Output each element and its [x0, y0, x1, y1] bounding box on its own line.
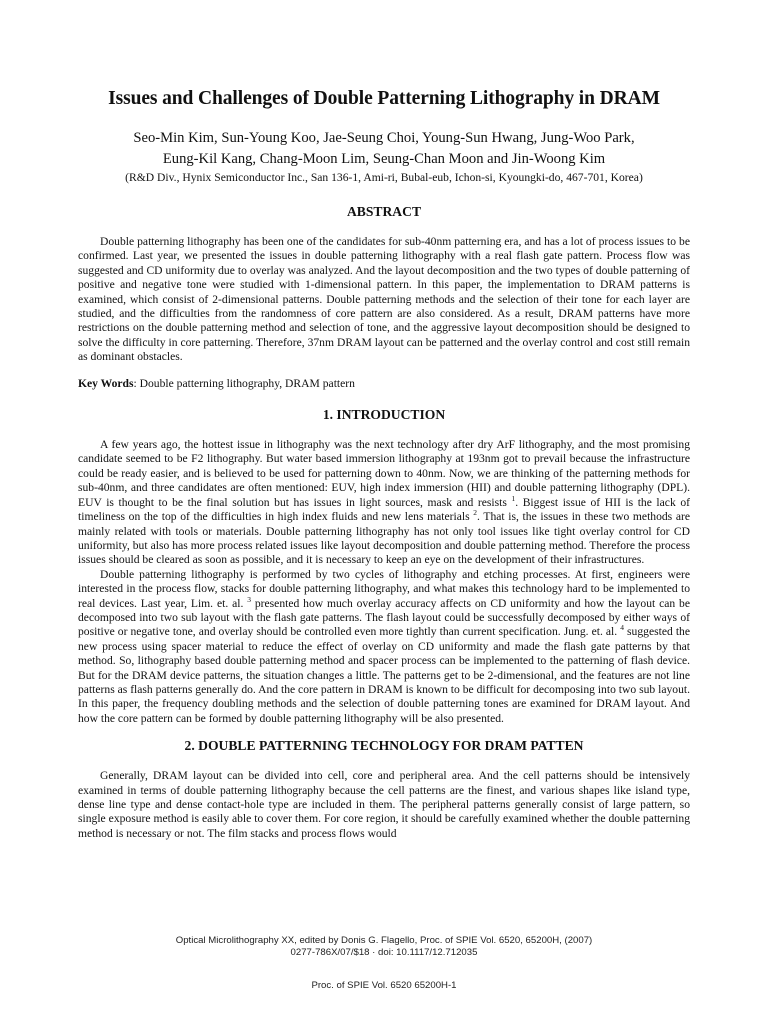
authors-line-2: Eung-Kil Kang, Chang-Moon Lim, Seung-Chan Moon and Jin-Woong Kim: [162, 151, 606, 167]
section-2-paragraph-1: Generally, DRAM layout can be divided into cell, core and peripheral area. And the cell patterns should be intensively examined in terms of double patterning lithography because the cell patterns are the finest, and various shapes like island type, dense line type and dense contact-hole type are included in them. The peripheral patterns generally consist of large pattern, so single exposure method is easily able to cover them. For core region, it should be carefully examined whether the double patterning method is necessary or not. The film stacks and process flows would: [78, 769, 690, 840]
abstract-heading: ABSTRACT: [346, 204, 422, 219]
introduction-heading: 1. INTRODUCTION: [322, 407, 446, 423]
keywords: [78, 377, 690, 391]
intro-paragraph-2: [78, 568, 690, 726]
intro-p2-text-a: Double patterning lithography is performed by two cycles of lithography and etching processes. At first, engineers were interested in the process flow, stacks for double patterning lithography, and what makes this technology hard to be implemented to real devices. Last year, Lim. et. al.: [78, 567, 690, 610]
keywords-label: Key Words: [78, 376, 134, 390]
keywords-text: : Double patterning lithography, DRAM pattern: [133, 376, 355, 390]
reference-3: 3: [247, 594, 251, 604]
section-2-heading: 2. DOUBLE PATTERNING TECHNOLOGY FOR DRAM PATTEN: [184, 738, 584, 754]
citation-line-1: Optical Microlithography XX, edited by Donis G. Flagello, Proc. of SPIE Vol. 6520, 65200H, (2007): [175, 935, 593, 946]
intro-p1-text-a: A few years ago, the hottest issue in lithography was the next technology after dry ArF lithography, and the most promising candidate seemed to be F2 lithography. But water based immersion lithography at 193nm got to prevail because the infrastructure could be ready easier, and is believed to be used for patterning down to 40nm. Now, we are thinking of the patterning methods for sub-40nm, and three candidates are often mentioned: EUV, high index immersion (HII) and double patterning lithography (DPL). EUV is thought to be the final solution but has issues in light sources, mask and resists: [78, 438, 690, 509]
affiliation: (R&D Div., Hynix Semiconductor Inc., San 136-1, Ami-ri, Bubal-eub, Ichon-si, Kyoungki-do, 467-701, Korea): [125, 171, 643, 184]
intro-p1-text-b: . Biggest issue of HII is the lack of timeliness on the top of the difficulties in high index fluids and new lens materials: [78, 495, 690, 524]
intro-p1-text-c: . That is, the issues in these two methods are mainly related with tools or materials. Double patterning lithography has not only tool issues like tight overlay control for CD uniformity, but also has more process related issues like layout decomposition and double patterning method. Therefore the process issues should be cleared as soon as possible, and it is necessary to keep an eye on the development of their infrastructures.: [78, 510, 691, 567]
paper-title: Issues and Challenges of Double Patterning Lithography in DRAM: [108, 88, 660, 109]
citation-line-2: 0277-786X/07/$18 · doi: 10.1117/12.712035: [290, 946, 478, 958]
intro-p2-text-b: presented how much overlay accuracy affects on CD uniformity and how the layout can be decomposed into two sub layout with the flash gate patterns. The flash layout could be successfully decomposed by either ways of positive or negative tone, and overlay should be controlled even more tightly than current specification. Jung. et. al.: [78, 596, 690, 639]
reference-2: 2: [473, 508, 478, 518]
intro-p2-text-c: suggested the new process using spacer material to reduce the effect of overlay on CD uniformity and made the flash gate patterns by that method. So, lithography based double patterning method and spacer process can be implemented to the patterning of flash device. But for the DRAM device patterns, the situation changes a little. The patterns get to be 2-dimensional, and the features are not line patterns as flash patterns generally do. And the core pattern in DRAM is known to be difficult for decomposing into two sub layout. In this paper, the frequency doubling methods and the selection of double patterning tones are examined for DRAM layout. And how the core pattern can be formed by double patterning lithography will be also presented.: [78, 625, 690, 725]
authors-line-1: Seo-Min Kim, Sun-Young Koo, Jae-Seung Choi, Young-Sun Hwang, Jung-Woo Park,: [133, 130, 635, 146]
citation-footer: [0, 935, 768, 958]
intro-paragraph-1: [78, 438, 690, 568]
reference-1: 1: [511, 493, 516, 503]
paper-page: [78, 88, 690, 841]
reference-4: 4: [620, 623, 624, 633]
page-identifier: Proc. of SPIE Vol. 6520 65200H-1: [311, 980, 457, 991]
abstract-text: Double patterning lithography has been one of the candidates for sub-40nm patterning era, and has a lot of process issues to be confirmed. Last year, we presented the issues in double patterning lithography with a real flash gate pattern. Process flow was suggested and CD uniformity due to overlay was analyzed. And the layout decomposition and the two types of double patterning of positive and negative tone were studied with 1-dimensional pattern. In this paper, the implementation to DRAM patterns is examined, which consist of 2-dimensional patterns. Double patterning methods and the selection of their tone for each layer are studied, and the difficulties from the randomness of core pattern are also considered. As a result, DRAM patterns have more restrictions on the double patterning method and selection of tone, and the aggressive layout decomposition should be designed to solve the difficulty in core patterning. Therefore, 37nm DRAM layout can be patterned and the overlay control and cost still remain as dominant obstacles.: [78, 235, 690, 364]
